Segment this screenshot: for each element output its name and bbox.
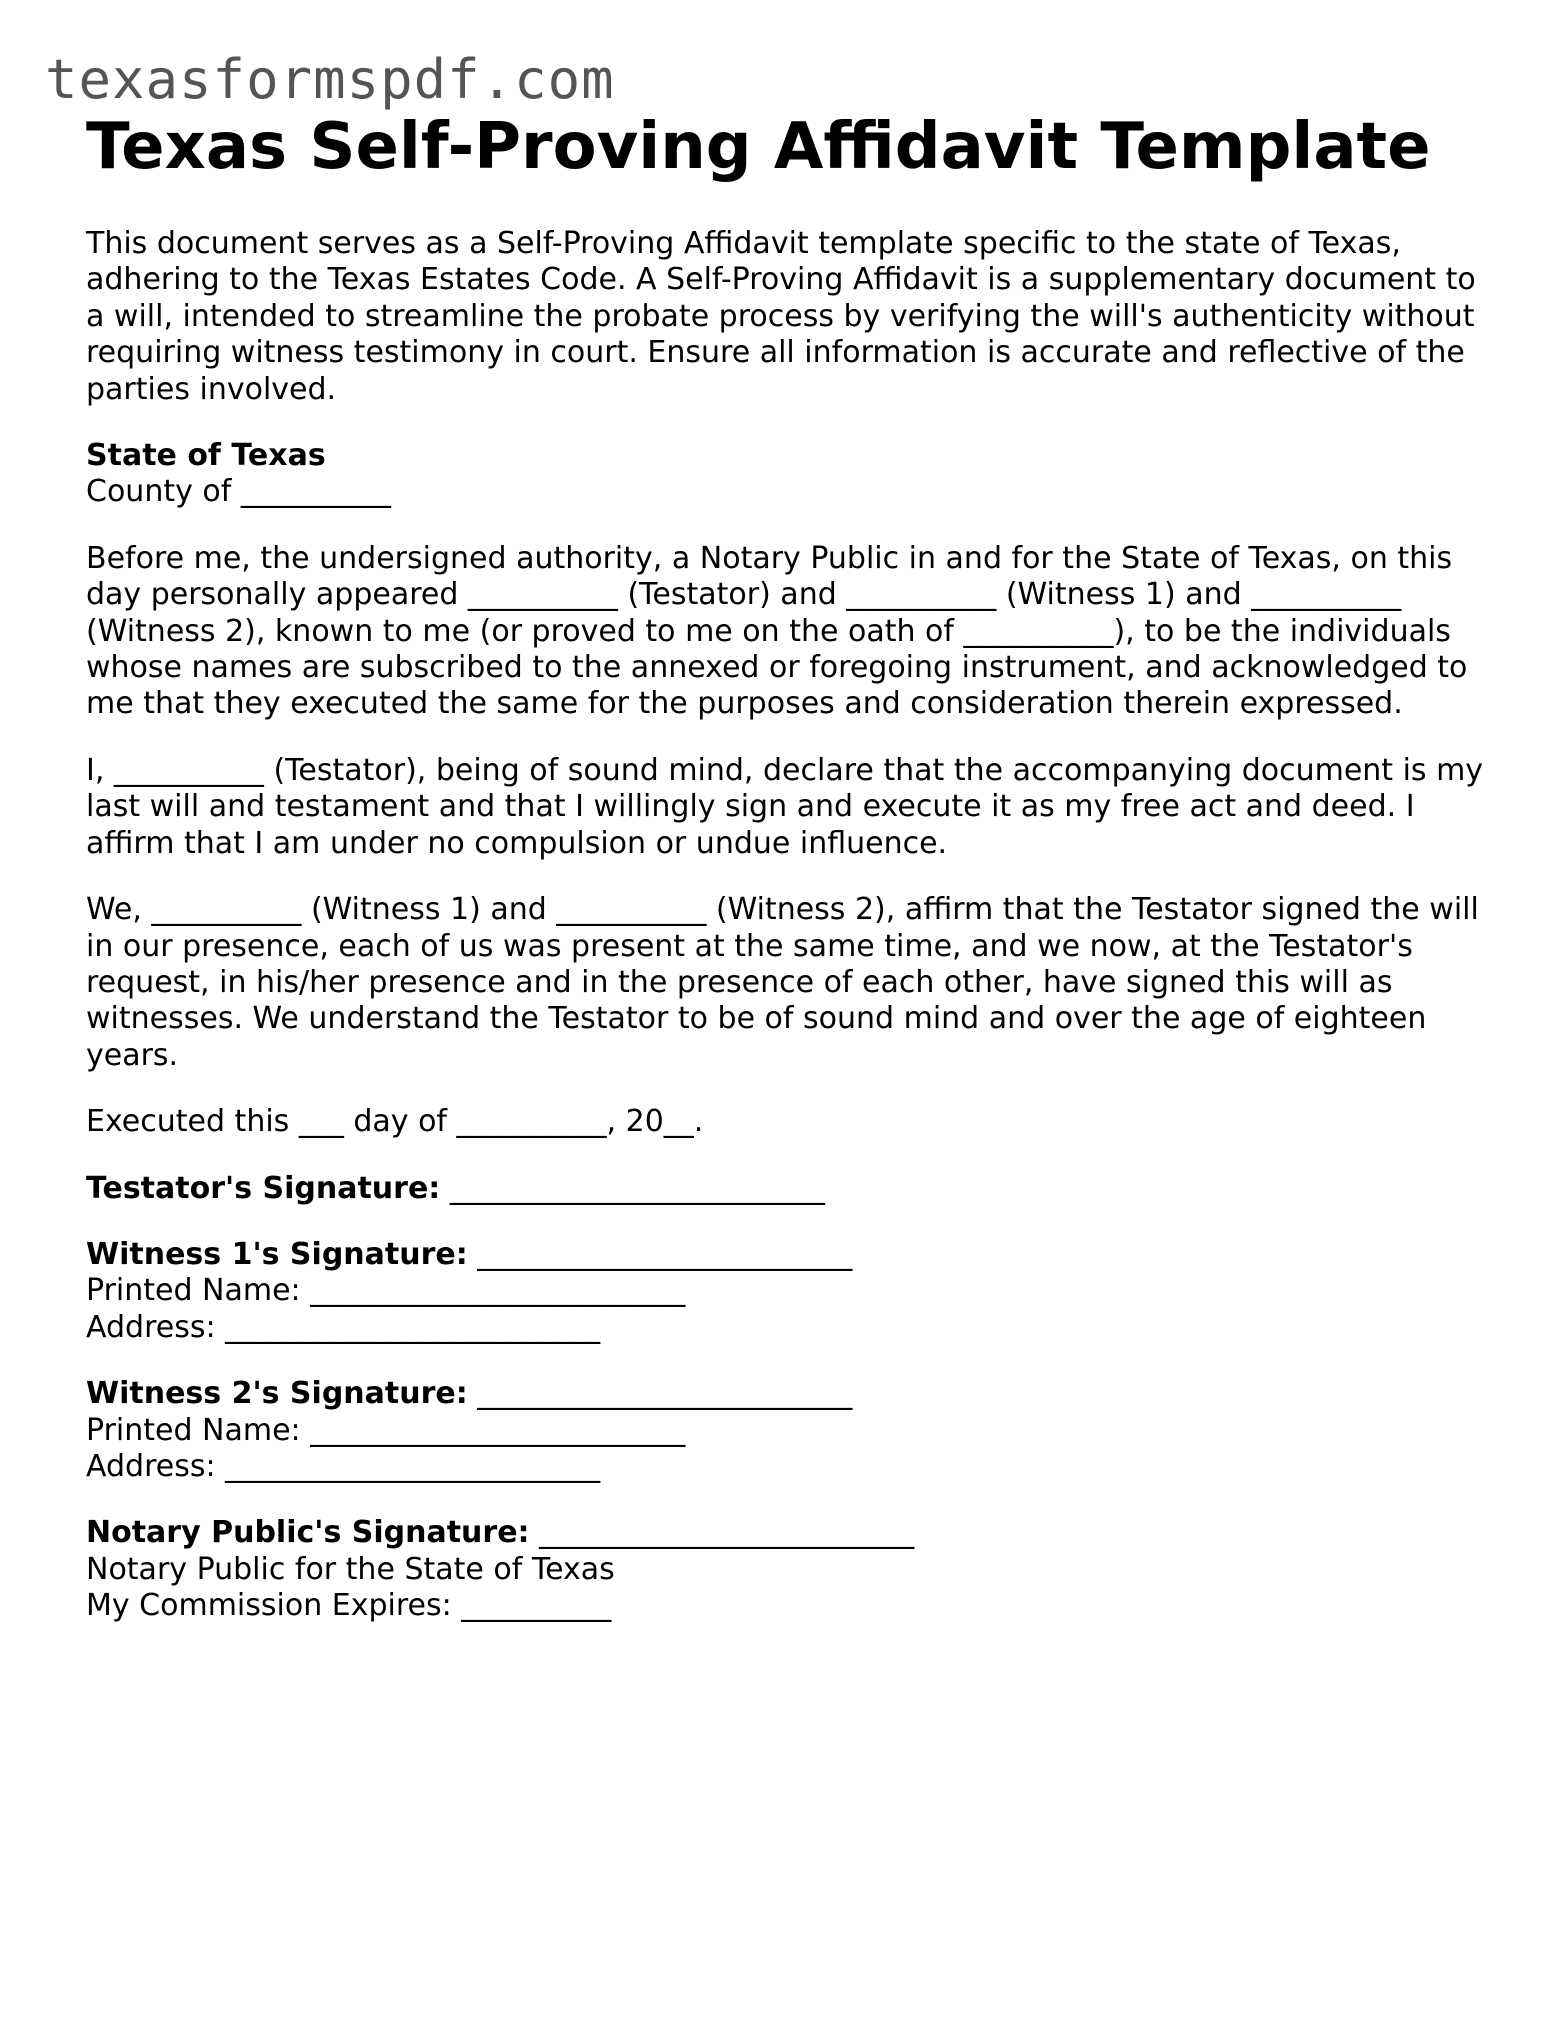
witness-affirmation-paragraph: We, __________ (Witness 1) and __________ (Witness 2), affirm that the Testator signed the will in our presence, each of us was present at the same time, and we now, at the Testator's request, in his/her presence and in the presence of each other, have signed this will as witnesses. We understand the Testator to be of sound mind and over the age of eighteen years. (86, 892, 1479, 1073)
intro-paragraph: This document serves as a Self-Proving Affidavit template specific to the state of Texas, adhering to the Texas Estates Code. A Self-Proving Affidavit is a supplementary document to a will, intended to streamline the probate process by verifying the will's authenticity without requiring witness testimony in court. Ensure all information is accurate and reflective of the parties involved. (86, 226, 1476, 407)
executed-line: Executed this ___ day of __________, 20__. (86, 1104, 704, 1140)
witness1-address: Address: _________________________ (86, 1309, 601, 1345)
testator-signature-line: _________________________ (449, 1170, 825, 1206)
notary-signature-row (86, 1515, 1486, 1551)
notary-signature-line: _________________________ (539, 1515, 915, 1551)
document-page (86, 104, 1486, 1625)
witness2-signature-label: Witness 2's Signature: (86, 1376, 468, 1412)
witness2-address: Address: _________________________ (86, 1448, 601, 1484)
testator-signature-row (86, 1171, 1486, 1207)
witness2-signature-row (86, 1376, 1486, 1412)
notary-title-line: Notary Public for the State of Texas (86, 1551, 615, 1587)
notary-commission-expires: My Commission Expires: __________ (86, 1588, 612, 1624)
witness1-signature-block (86, 1237, 1486, 1346)
notary-signature-block (86, 1515, 1486, 1624)
witness2-signature-block (86, 1376, 1486, 1485)
venue-block (86, 438, 1486, 511)
witness1-signature-line: _________________________ (477, 1236, 853, 1272)
document-body (86, 226, 1486, 1625)
watermark-text: texasformspdf.com (45, 48, 615, 111)
venue-state: State of Texas (86, 438, 326, 474)
notary-signature-label: Notary Public's Signature: (86, 1515, 530, 1551)
witness1-signature-label: Witness 1's Signature: (86, 1236, 468, 1272)
witness2-signature-line: _________________________ (477, 1376, 853, 1412)
testator-declaration-paragraph: I, __________ (Testator), being of sound mind, declare that the accompanying document is my last will and testament and that I willingly sign and execute it as my free act and deed. I affirm that I am under no compulsion or undue influence. (86, 752, 1484, 861)
venue-county: County of __________ (86, 474, 391, 510)
testator-signature-label: Testator's Signature: (86, 1170, 441, 1206)
witness2-printed-name: Printed Name: _________________________ (86, 1412, 686, 1448)
page-title: Texas Self-Proving Affidavit Template (86, 110, 1431, 184)
appearance-paragraph: Before me, the undersigned authority, a Notary Public in and for the State of Texas, on this day personally appeared __________ (Testator) and __________ (Witness 1) and __________ (Witness 2), known to me (or proved to me on the oath of __________), to be the individuals whose names are subscribed to the annexed or foregoing instrument, and acknowledged to me that they executed the same for the purposes and consideration therein expressed. (86, 540, 1468, 722)
witness1-signature-row (86, 1237, 1486, 1273)
witness1-printed-name: Printed Name: _________________________ (86, 1273, 686, 1309)
testator-signature-block (86, 1171, 1486, 1207)
